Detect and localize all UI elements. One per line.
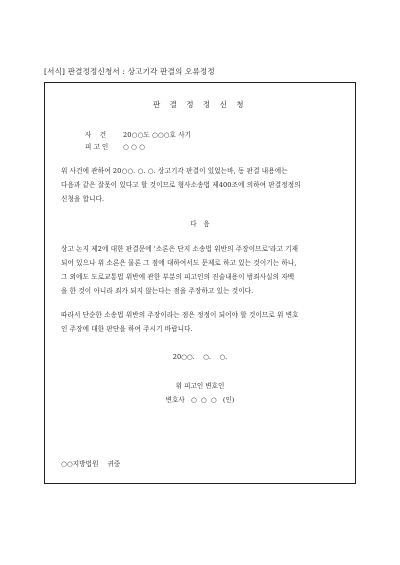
case-label: 사 건 [85, 131, 107, 139]
intro-line: 다음과 같은 잘못이 있다고 할 것이므로 형사소송법 제400조에 의하여 판결정정의 [61, 181, 301, 189]
defendant-row [85, 141, 145, 151]
body-line: 그 외에도 도로교통법 위반에 관한 부분의 피고인의 진술내용이 범죄사실의 자백 [61, 273, 295, 281]
body-line: 따라서 단순한 소송법 위반의 주장이라는 점은 정정이 되어야 할 것이므로 위 변호 [61, 311, 299, 319]
body-line: 을 한 것이 아니라 죄가 되지 않는다는 점을 주장하고 있는 것이다. [61, 287, 254, 295]
case-row [85, 129, 191, 139]
case-value: 20○○도 ○○○호 사기 [123, 131, 192, 139]
subheading: 다 음 [190, 220, 210, 228]
document-title: 판 결 정 정 신 청 [153, 100, 247, 109]
body-line: 상고 논지 제2에 대한 판결문에 '소론은 단지 소송법 위반의 주장이므로'라고 기재 [61, 245, 299, 253]
intro-line: 신청을 합니다. [61, 195, 105, 203]
defendant-value: ○ ○ ○ [123, 143, 145, 151]
document-body [44, 82, 356, 484]
signer-name: 변호사 ○ ○ ○ (인) [165, 396, 235, 404]
body-line: 되어 있으나 위 소론은 물론 그 점에 대하여서도 문제로 하고 있는 것이기는 하나, [61, 259, 297, 267]
intro-line: 위 사건에 관하여 20○○. ○. ○. 상고기각 판결이 있었는바, 동 판결 내용에는 [61, 167, 288, 175]
form-label: [서식] 판결정정신청서 : 상고기각 판결의 오류정정 [44, 67, 215, 76]
defendant-label: 피 고 인 [85, 143, 109, 151]
court-addressee: ○○지방법원 귀중 [61, 460, 121, 468]
filing-date: 20○○. ○. ○. [172, 353, 228, 361]
signer-role: 위 피고인 변호인 [175, 382, 225, 390]
body-line: 인 주장에 대한 판단을 하여 주시기 바랍니다. [61, 325, 193, 333]
